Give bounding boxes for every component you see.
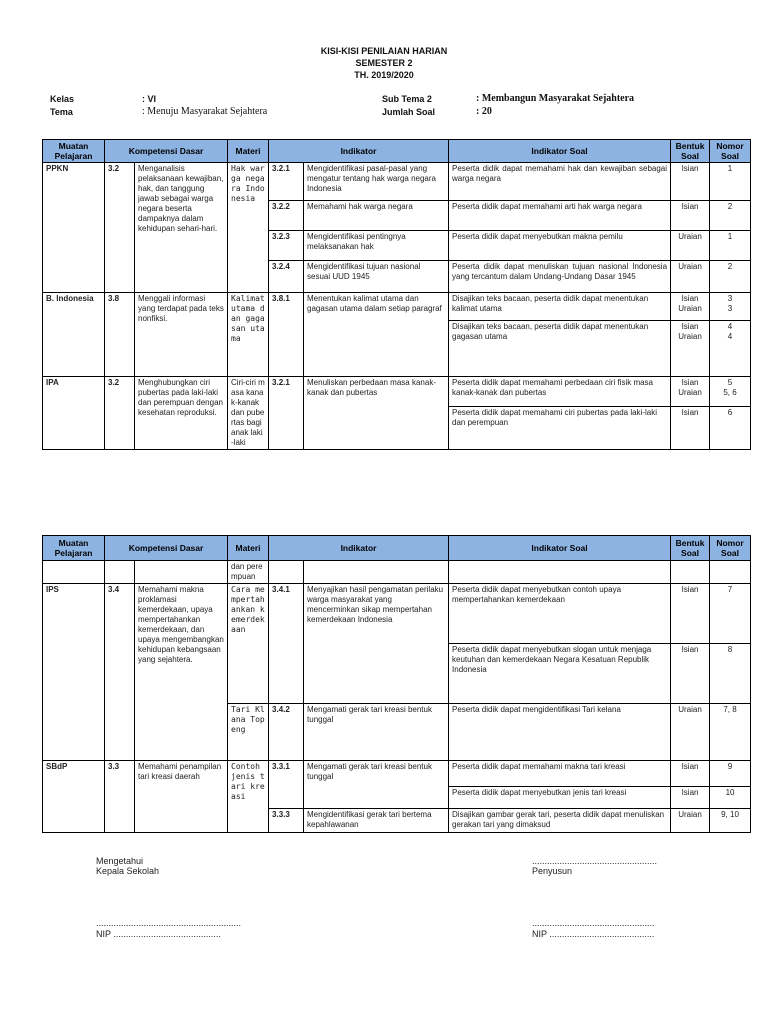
empty-cell — [710, 561, 751, 584]
tema-value: : Menuju Masyarakat Sejahtera — [142, 106, 268, 117]
col-kd: Kompetensi Dasar — [105, 140, 228, 163]
indikator-soal-text: Peserta didik dapat menyebutkan makna pemilu — [449, 231, 671, 261]
indikator-text: Mengidentifikasi tujuan nasional sesuai UUD 1945 — [304, 261, 449, 293]
indikator-soal-text: Peserta didik dapat menyebutkan slogan untuk menjaga keutuhan dan kemerdekaan Negara Kesatuan Republik Indonesia — [449, 644, 671, 704]
sig-right-name-line: ................................................. — [532, 918, 655, 928]
bentuk-soal: Uraian — [671, 231, 710, 261]
empty-cell — [449, 561, 671, 584]
indikator-text: Memahami hak warga negara — [304, 201, 449, 231]
bentuk-soal: Isian Uraian — [671, 293, 710, 321]
subtema-label: Sub Tema 2 — [382, 94, 432, 104]
indikator-number: 3.3.1 — [269, 761, 304, 809]
indikator-text: Menyajikan hasil pengamatan perilaku warga masyarakat yang mencerminkan sikap mempertahan kemerdekaan Indonesia — [304, 584, 449, 704]
kelas-value: : VI — [142, 94, 157, 104]
col-muatan: Muatan Pelajaran — [43, 536, 105, 561]
bentuk-soal: Isian — [671, 201, 710, 231]
indikator-soal-text: Peserta didik dapat memahami makna tari kreasi — [449, 761, 671, 787]
materi-cell: Kalimat utama dan gagasan utama — [228, 293, 269, 377]
sig-left-nip: NIP ........................................... — [96, 929, 221, 939]
nomor-soal: 1 — [710, 163, 751, 201]
indikator-text: Mengamati gerak tari kreasi bentuk tunggal — [304, 761, 449, 809]
nomor-soal: 7, 8 — [710, 704, 751, 761]
indikator-soal-text: Peserta didik dapat memahami arti hak warga negara — [449, 201, 671, 231]
sig-right-date-line: .................................................. — [532, 856, 658, 866]
kisi-table-2 — [42, 535, 751, 833]
bentuk-soal: Uraian — [671, 704, 710, 761]
bentuk-soal: Uraian — [671, 809, 710, 833]
subject-cell: PPKN — [43, 163, 105, 293]
indikator-text: Menuliskan perbedaan masa kanak-kanak dan pubertas — [304, 377, 449, 450]
col-kd: Kompetensi Dasar — [105, 536, 228, 561]
kd-number: 3.8 — [105, 293, 135, 377]
indikator-number: 3.2.3 — [269, 231, 304, 261]
nomor-soal: 8 — [710, 644, 751, 704]
nomor-soal: 9 — [710, 761, 751, 787]
empty-cell — [269, 561, 304, 584]
bentuk-soal: Isian — [671, 787, 710, 809]
jumlah-label: Jumlah Soal — [382, 107, 436, 117]
indikator-text: Menentukan kalimat utama dan gagasan utama dalam setiap paragraf — [304, 293, 449, 377]
nomor-soal: 1 — [710, 231, 751, 261]
bentuk-soal: Isian — [671, 407, 710, 450]
indikator-number: 3.4.1 — [269, 584, 304, 704]
table-row — [43, 163, 751, 201]
subject-cell: IPS — [43, 584, 105, 761]
indikator-soal-text: Disajikan teks bacaan, peserta didik dapat menentukan kalimat utama — [449, 293, 671, 321]
col-muatan: Muatan Pelajaran — [43, 140, 105, 163]
col-nomor: Nomor Soal — [710, 536, 751, 561]
doc-title: KISI-KISI PENILAIAN HARIAN — [320, 46, 448, 56]
indikator-text: Mengidentifikasi gerak tari bertema kepahlawanan — [304, 809, 449, 833]
indikator-soal-text: Disajikan gambar gerak tari, peserta didik dapat menuliskan gerakan tari yang dimaksud — [449, 809, 671, 833]
nomor-soal: 5 5, 6 — [710, 377, 751, 407]
indikator-number: 3.3.3 — [269, 809, 304, 833]
subject-cell: IPA — [43, 377, 105, 450]
materi-cell: Ciri-ciri masa kanak-kanak dan pubertas bagi anak laki-laki — [228, 377, 269, 450]
col-bentuk: Bentuk Soal — [671, 140, 710, 163]
kd-number: 3.3 — [105, 761, 135, 833]
bentuk-soal: Isian Uraian — [671, 377, 710, 407]
subject-cell: SBdP — [43, 761, 105, 833]
indikator-soal-text: Disajikan teks bacaan, peserta didik dapat menentukan gagasan utama — [449, 321, 671, 377]
col-materi: Materi — [228, 140, 269, 163]
indikator-soal-text: Peserta didik dapat menyebutkan contoh upaya mempertahankan kemerdekaan — [449, 584, 671, 644]
indikator-number: 3.2.1 — [269, 377, 304, 450]
bentuk-soal: Isian Uraian — [671, 321, 710, 377]
empty-cell — [304, 561, 449, 584]
kd-number: 3.2 — [105, 163, 135, 293]
nomor-soal: 2 — [710, 261, 751, 293]
table-row — [43, 293, 751, 321]
indikator-number: 3.4.2 — [269, 704, 304, 761]
kd-text: Menghubungkan ciri pubertas pada laki-laki dan perempuan dengan kesehatan reproduksi. — [135, 377, 228, 450]
indikator-text: Mengamati gerak tari kreasi bentuk tunggal — [304, 704, 449, 761]
nomor-soal: 4 4 — [710, 321, 751, 377]
col-materi: Materi — [228, 536, 269, 561]
bentuk-soal: Uraian — [671, 261, 710, 293]
kd-text: Memahami makna proklamasi kemerdekaan, upaya mempertahankan kemerdekaan, dan upaya mengembangkan kehidupan kebangsaan yang sejahtera. — [135, 584, 228, 761]
subtema-value: : Membangun Masyarakat Sejahtera — [476, 93, 635, 104]
indikator-soal-text: Peserta didik dapat menyebutkan jenis tari kreasi — [449, 787, 671, 809]
indikator-number: 3.8.1 — [269, 293, 304, 377]
doc-year: TH. 2019/2020 — [354, 70, 414, 80]
indikator-text: Mengidentifikasi pentingnya melaksanakan hak — [304, 231, 449, 261]
materi-cell: Tari Klana Topeng — [228, 704, 269, 761]
bentuk-soal: Isian — [671, 163, 710, 201]
materi-carry: dan perempuan — [228, 561, 269, 584]
jumlah-value: : 20 — [476, 106, 492, 117]
kd-number: 3.4 — [105, 584, 135, 761]
table-row — [43, 761, 751, 787]
indikator-number: 3.2.4 — [269, 261, 304, 293]
materi-cell: Cara mempertahankan kemerdekaan — [228, 584, 269, 704]
nomor-soal: 9, 10 — [710, 809, 751, 833]
table-row — [43, 377, 751, 407]
indikator-text: Mengidentifikasi pasal-pasal yang mengatur tentang hak warga negara Indonesia — [304, 163, 449, 201]
col-indikator-soal: Indikator Soal — [449, 140, 671, 163]
indikator-soal-text: Peserta didik dapat memahami hak dan kewajiban sebagai warga negara — [449, 163, 671, 201]
bentuk-soal: Isian — [671, 584, 710, 644]
nomor-soal: 6 — [710, 407, 751, 450]
subject-cell: B. Indonesia — [43, 293, 105, 377]
empty-cell — [135, 561, 228, 584]
indikator-soal-text: Peserta didik dapat memahami perbedaan ciri fisik masa kanak-kanak dan pubertas — [449, 377, 671, 407]
indikator-soal-text: Peserta didik dapat menuliskan tujuan nasional Indonesia yang tercantum dalam Undang-Undang Dasar 1945 — [449, 261, 671, 293]
indikator-number: 3.2.2 — [269, 201, 304, 231]
doc-semester: SEMESTER 2 — [355, 58, 413, 68]
col-indikator-soal: Indikator Soal — [449, 536, 671, 561]
col-nomor: Nomor Soal — [710, 140, 751, 163]
col-indikator: Indikator — [269, 140, 449, 163]
kd-text: Menganalisis pelaksanaan kewajiban, hak, dan tanggung jawab sebagai warga negara beserta dampaknya dalam kehidupan sehari-hari. — [135, 163, 228, 293]
empty-cell — [105, 561, 135, 584]
materi-cell: Contoh jenis tari kreasi — [228, 761, 269, 833]
kd-text: Menggali informasi yang terdapat pada teks nonfiksi. — [135, 293, 228, 377]
table-row — [43, 561, 751, 584]
nomor-soal: 7 — [710, 584, 751, 644]
nomor-soal: 2 — [710, 201, 751, 231]
kisi-table-1 — [42, 139, 751, 450]
tema-label: Tema — [50, 107, 73, 117]
indikator-soal-text: Peserta didik dapat memahami ciri pubertas pada laki-laki dan perempuan — [449, 407, 671, 450]
bentuk-soal: Isian — [671, 644, 710, 704]
col-bentuk: Bentuk Soal — [671, 536, 710, 561]
nomor-soal: 10 — [710, 787, 751, 809]
sig-right-nip: NIP .......................................... — [532, 929, 655, 939]
sig-penyusun: Penyusun — [532, 866, 573, 876]
kelas-label: Kelas — [50, 94, 75, 104]
materi-cell: Hak warga negara Indonesia — [228, 163, 269, 293]
table-row — [43, 584, 751, 644]
empty-cell — [671, 561, 710, 584]
kd-number: 3.2 — [105, 377, 135, 450]
col-indikator: Indikator — [269, 536, 449, 561]
empty-cell — [43, 561, 105, 584]
sig-kepala-sekolah: Kepala Sekolah — [96, 866, 160, 876]
sig-left-name-line: .......................................................... — [96, 918, 242, 928]
kd-text: Memahami penampilan tari kreasi daerah — [135, 761, 228, 833]
nomor-soal: 3 3 — [710, 293, 751, 321]
indikator-number: 3.2.1 — [269, 163, 304, 201]
bentuk-soal: Isian — [671, 761, 710, 787]
indikator-soal-text: Peserta didik dapat mengidentifikasi Tari kelana — [449, 704, 671, 761]
sig-mengetahui: Mengetahui — [96, 856, 144, 866]
